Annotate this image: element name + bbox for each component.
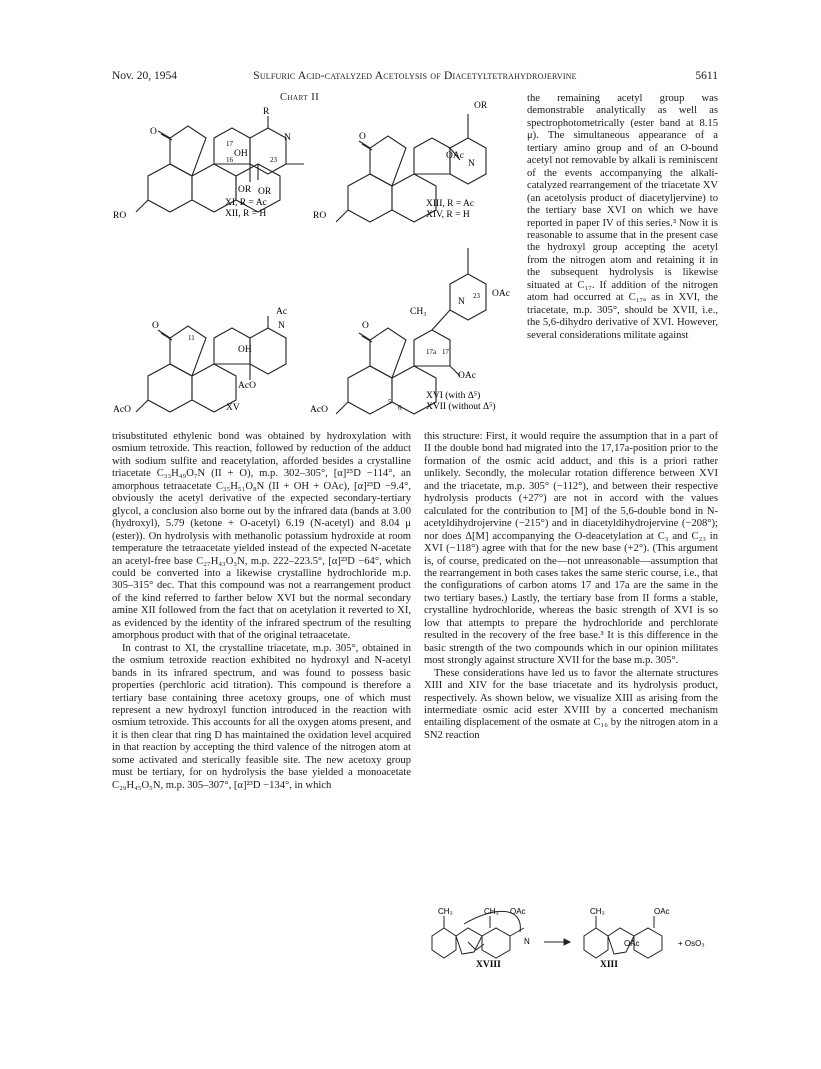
rx-oac-2: OAc [654, 907, 670, 916]
paragraph-right-2: These considerations have led us to favor the alternate structures XIII and XIV for the base triacetate and its hydrolysis product, respectively. As shown below, we visualize XIII as arising from the intermediate osmic acid ester XVIII by a concerted mechanism entailing displacement of the osmate at C₁₆ by the nitrogen atom in a SN2 reaction [424, 667, 718, 741]
paragraph-right-1: this structure: First, it would require the assumption that in a part of II the double bond had migrated into the 17,17a-position prior to the formation of the osmic acid adduct, and this is a priori rather unlikely. Secondly, the molecular rotation difference between XVI and the triacetate, m.p. 305° (−112°), and between their respective hydrolysis products (+27°) are not in accord with the values calculated for the contribution to [M] of the 5,6-double bond in N-acetyldihydrojervine (−215°) and in diacetyldihydrojervine (−208°); nor does Δ[M] accompanying the O-deacetylation at C₃ and C₂₃ in XVI (−118°) agree with that for the new base (+2°). (This argument is, of course, predicated on the—not unreasonable—assumption that the rearrangement in both cases takes the same steric course, i.e., that the configurations of carbon atoms 17 and 17a are the same in the two tertiary bases.) Lastly, the tertiary base from II forms a stable, crystalline hydrochloride, whereas the basic strength of XVI is so low that attempts to prepare the hydrochloride and perchlorate resulted in the recovery of the free base.³ It is this difference in the basic strength of the two compounds which in our opinion militates most strongly against structure XVII for the base m.p. 305°. [424, 431, 718, 667]
atom-ch3-1: CH₃ [410, 307, 427, 317]
label-xviii: XVIII [476, 960, 501, 970]
label-xvii: XVII (without Δ⁵) [426, 402, 496, 412]
paragraph-left-1: trisubstituted ethylenic bond was obtained by hydroxylation with osmium tetroxide. This reaction, followed by reduction of the adduct with sodium sulfite and reacetylation, afforded besides a crystalline triacetate C₃₃H₄₉O₇N (II + O), m.p. 302–305°, [α]²⁵D −114°, an amorphous tetraacetate C₃₅H₅₁O₈N (II + OH + OAc), [α]²³D −9.4°, obviously the acetyl derivative of the expected secondary-tertiary glycol, a conclusion also borne out by the infrared data (bands at 3.00 (hydroxyl), 5.79 (ketone + O-acetyl) 6.19 (N-acetyl) and 8.04 μ (ester)). On hydrolysis with methanolic potassium hydroxide at room temperature the tetraacetate yielded instead of the expected N-acetate an acetyl-free base C₂₇H₄₃O₃N, m.p. 222–223.5°, [α]²³D −64°, which could be converted into a likewise crystalline hydrochloride m.p. 305–315° dec. That this compound was not a rearrangement product of the kind referred to farther below XVI but the normal secondary amine XII followed from the fact that on acetylation it reverted to XI, as evidenced by the identity of the infrared spectrum of the resulting amorphous product with that of the original tetraacetate. [112, 431, 411, 642]
label-xiii: XIII, R = Ac [426, 199, 475, 209]
locant-17b: 17 [442, 348, 449, 356]
atom-o-1: O [150, 127, 157, 137]
locant-23: 23 [270, 156, 277, 164]
paragraph-right-top: the remaining acetyl group was demonstrable analytically as well as spectrophotometrically (ester band at 8.15 μ). The simultaneous appearance of a tertiary amino group and of an O-bound acetyl not removable by alkali is reminiscent of the events accompanying the alkali-catalyzed rearrangement of the triacetate XV (an acetolysis product of diacetyljervine) to the tertiary base XVI on which we have reported in paper IV of this series.³ Now it is reasonable to assume that in the present case the hydroxyl group accepting the acetyl from the nitrogen atom and retaining it in the subsequent hydrolysis is likewise situated at C₁₇. If addition of the nitrogen atom had occurred at C₁₇ₐ as in XVI, the triacetate, m.p. 305°, should be XVII, i.e., the 5,6-dihydro derivative of XVI. However, several considerations militate against [527, 93, 718, 341]
atom-n-3: N [278, 321, 285, 331]
chart-title: Chart II [280, 92, 320, 103]
atom-aco-1: AcO [238, 381, 256, 391]
structure-xi-xii [136, 116, 304, 212]
atom-n-1: N [284, 133, 291, 143]
rx-byproduct: + OsO₃ [678, 939, 705, 948]
right-column-top [527, 93, 718, 342]
rx-oac-1: OAc [510, 907, 526, 916]
header-date: Nov. 20, 1954 [112, 70, 178, 82]
atom-ro-2: RO [313, 211, 327, 221]
structure-figure-top [108, 96, 528, 226]
atom-aco-2: AcO [113, 405, 131, 415]
atom-or-3: OR [474, 101, 488, 111]
structure-figure-bottom [108, 228, 528, 428]
rx-n: N [524, 937, 530, 946]
locant-17a: 17a [426, 348, 437, 356]
locant-23b: 23 [473, 292, 480, 300]
rx-ch3-1: CH₃ [438, 907, 453, 916]
locant-17: 17 [226, 140, 233, 148]
locant-5: 5 [388, 398, 392, 406]
label-xv: XV [226, 403, 240, 413]
atom-n-2: N [468, 159, 475, 169]
atom-or-1: OR [238, 185, 252, 195]
atom-r-1: R [263, 107, 270, 117]
label-xiii-rx: XIII [600, 960, 618, 970]
locant-6: 6 [398, 404, 402, 412]
atom-oac-2: OAc [492, 289, 510, 299]
atom-ac-1: Ac [276, 307, 288, 317]
right-column-bottom [424, 431, 718, 742]
left-column [112, 431, 411, 792]
rx-och3: CH₃ [484, 907, 499, 916]
label-xvi: XVI (with Δ⁵) [426, 391, 481, 401]
atom-o-2: O [359, 132, 366, 142]
locant-16: 16 [226, 156, 233, 164]
label-xii: XII, R = H [225, 209, 267, 219]
label-xiv: XIV, R = H [426, 210, 470, 220]
atom-oh-1: OH [234, 149, 248, 159]
page-header [112, 70, 718, 86]
atom-o-4: O [362, 321, 369, 331]
rx-ch3-2: CH₃ [590, 907, 605, 916]
atom-aco-3: AcO [310, 405, 328, 415]
atom-oac-3: OAc [458, 371, 476, 381]
reaction-scheme [424, 906, 718, 970]
label-xi: XI, R = Ac [225, 198, 267, 208]
atom-ro-1: RO [113, 211, 127, 221]
atom-or-2: OR [258, 187, 272, 197]
paragraph-left-2: In contrast to XI, the crystalline triacetate, m.p. 305°, obtained in the osmium tetroxide reaction exhibited no hydroxyl and N-acetyl bands in its infrared spectrum, and was found to possess basic properties (perchloric acid titration). This compound is therefore a tertiary base containing three acetoxy groups, one of which must represent a new hydroxyl function introduced in the reaction with osmium tetroxide. This accounts for all the oxygen atoms present, and it is then clear that ring D has maintained the oxidation level acquired in that reaction by accepting the third valence of the nitrogen atom at some activated and sterically feasible site. The new acetoxy group must be tertiary, for on hydrolysis the base yielded a monoacetate C₂₉H₄₅O₅N, m.p. 305–307°, [α]²³D −134°, in which [112, 642, 411, 791]
atom-o-3: O [152, 321, 159, 331]
page-number: 5611 [695, 70, 718, 82]
atom-n-4: N [458, 297, 465, 307]
locant-11: 11 [188, 334, 195, 342]
rx-oac-3: OAc [624, 939, 640, 948]
header-title: Sulfuric Acid-catalyzed Acetolysis of Diacetyltetrahydrojervine [253, 70, 577, 82]
atom-oac-1: OAc [446, 151, 464, 161]
structure-xvi-xvii [336, 248, 486, 414]
atom-oh-2: OH [238, 345, 252, 355]
